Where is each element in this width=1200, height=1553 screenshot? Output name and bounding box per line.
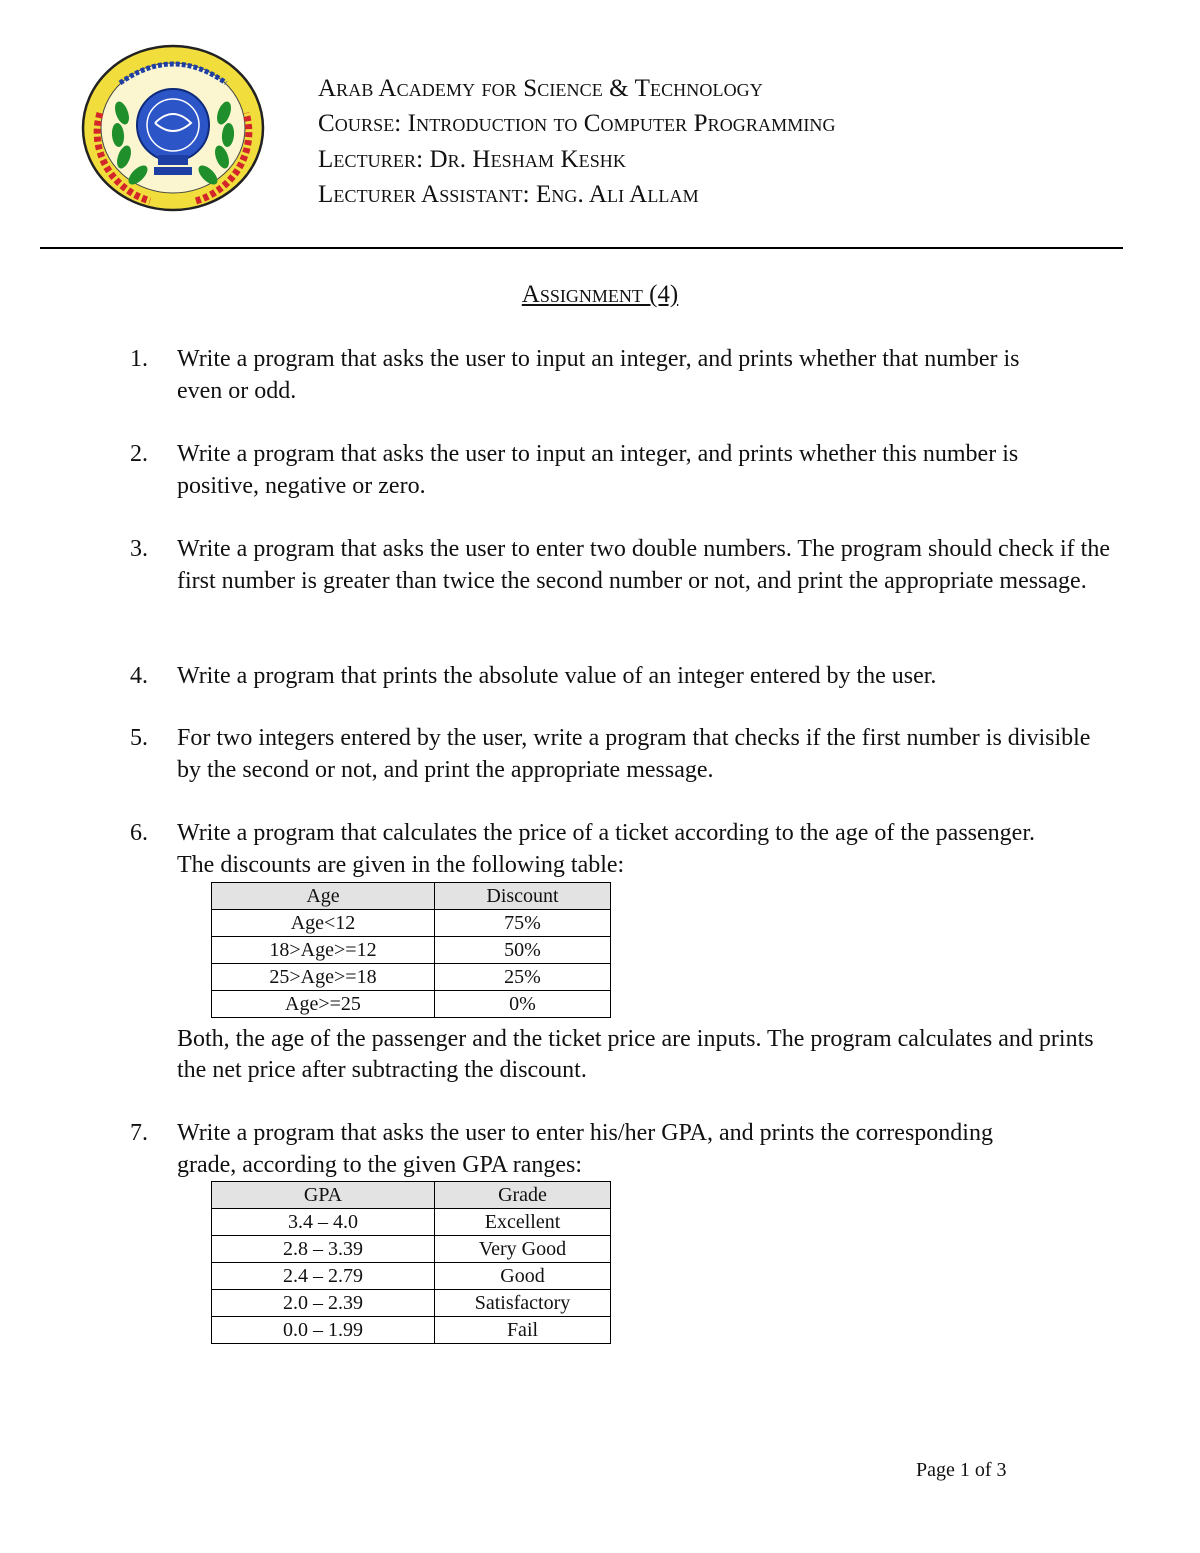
table-cell: Excellent <box>435 1209 611 1236</box>
question-6-followup: Both, the age of the passenger and the ticket price are inputs. The program calculates and prints the net price after subtracting the discount. <box>177 1026 1094 1083</box>
header-divider <box>40 247 1123 249</box>
grade-table <box>211 1181 611 1344</box>
question-1 <box>130 344 1130 407</box>
table-cell: Age>=25 <box>212 991 435 1018</box>
table-cell: 0% <box>435 991 611 1018</box>
question-text: Write a program that asks the user to input an integer, and prints whether this number is positive, negative or zero. <box>177 441 1019 499</box>
discount-table <box>211 882 611 1018</box>
question-3 <box>130 534 1130 597</box>
institution-name: Arab Academy for Science & Technology <box>318 75 763 102</box>
table-row <box>212 1263 611 1290</box>
table-cell: Very Good <box>435 1236 611 1263</box>
question-number: 1. <box>130 346 148 372</box>
table-cell: 25>Age>=18 <box>212 964 435 991</box>
question-number: 7. <box>130 1120 148 1146</box>
question-7 <box>130 1118 1130 1181</box>
question-number: 2. <box>130 441 148 467</box>
table-cell: 18>Age>=12 <box>212 937 435 964</box>
table-cell: Good <box>435 1263 611 1290</box>
table-header-cell: Discount <box>435 883 611 910</box>
question-text: For two integers entered by the user, write a program that checks if the first number is divisible by the second or not, and print the appropriate message. <box>177 725 1091 783</box>
table-row <box>212 937 611 964</box>
table-cell: 50% <box>435 937 611 964</box>
question-text: Write a program that asks the user to input an integer, and prints whether that number is even or odd. <box>177 346 1020 404</box>
question-number: 3. <box>130 536 148 562</box>
table-header-cell: GPA <box>212 1182 435 1209</box>
page-number: Page 1 of 3 <box>916 1459 1007 1481</box>
question-text: Write a program that asks the user to enter two double numbers. The program should check if the first number is greater than twice the second number or not, and print the appropriate message. <box>177 536 1110 594</box>
table-header-row <box>212 883 611 910</box>
course-name: Course: Introduction to Computer Programming <box>318 110 836 137</box>
table-row <box>212 1209 611 1236</box>
question-text: Write a program that asks the user to enter his/her GPA, and prints the corresponding grade, according to the given GPA ranges: <box>177 1120 993 1178</box>
table-header-row <box>212 1182 611 1209</box>
question-number: 5. <box>130 725 148 751</box>
academy-seal-icon <box>80 43 266 213</box>
question-number: 6. <box>130 820 148 846</box>
table-row <box>212 1290 611 1317</box>
table-cell: 0.0 – 1.99 <box>212 1317 435 1344</box>
question-number: 4. <box>130 663 148 689</box>
table-row <box>212 964 611 991</box>
table-cell: 2.8 – 3.39 <box>212 1236 435 1263</box>
table-cell: 75% <box>435 910 611 937</box>
table-cell: 25% <box>435 964 611 991</box>
table-row <box>212 910 611 937</box>
table-cell: 2.0 – 2.39 <box>212 1290 435 1317</box>
table-header-cell: Grade <box>435 1182 611 1209</box>
question-6 <box>130 818 1130 881</box>
question-text: Write a program that calculates the price of a ticket according to the age of the passenger. The discounts are given in the following table: <box>177 820 1035 878</box>
table-cell: 2.4 – 2.79 <box>212 1263 435 1290</box>
question-text: Write a program that prints the absolute value of an integer entered by the user. <box>177 663 937 689</box>
table-cell: Fail <box>435 1317 611 1344</box>
question-5 <box>130 723 1130 786</box>
assignment-title: Assignment (4) <box>521 281 679 308</box>
table-cell: Age<12 <box>212 910 435 937</box>
table-cell: Satisfactory <box>435 1290 611 1317</box>
table-row <box>212 1236 611 1263</box>
table-header-cell: Age <box>212 883 435 910</box>
table-cell: 3.4 – 4.0 <box>212 1209 435 1236</box>
lecturer-name: Lecturer: Dr. Hesham Keshk <box>318 146 626 173</box>
table-row <box>212 1317 611 1344</box>
table-row <box>212 991 611 1018</box>
assistant-name: Lecturer Assistant: Eng. Ali Allam <box>318 181 699 208</box>
question-2 <box>130 439 1130 502</box>
question-4 <box>130 661 1130 693</box>
